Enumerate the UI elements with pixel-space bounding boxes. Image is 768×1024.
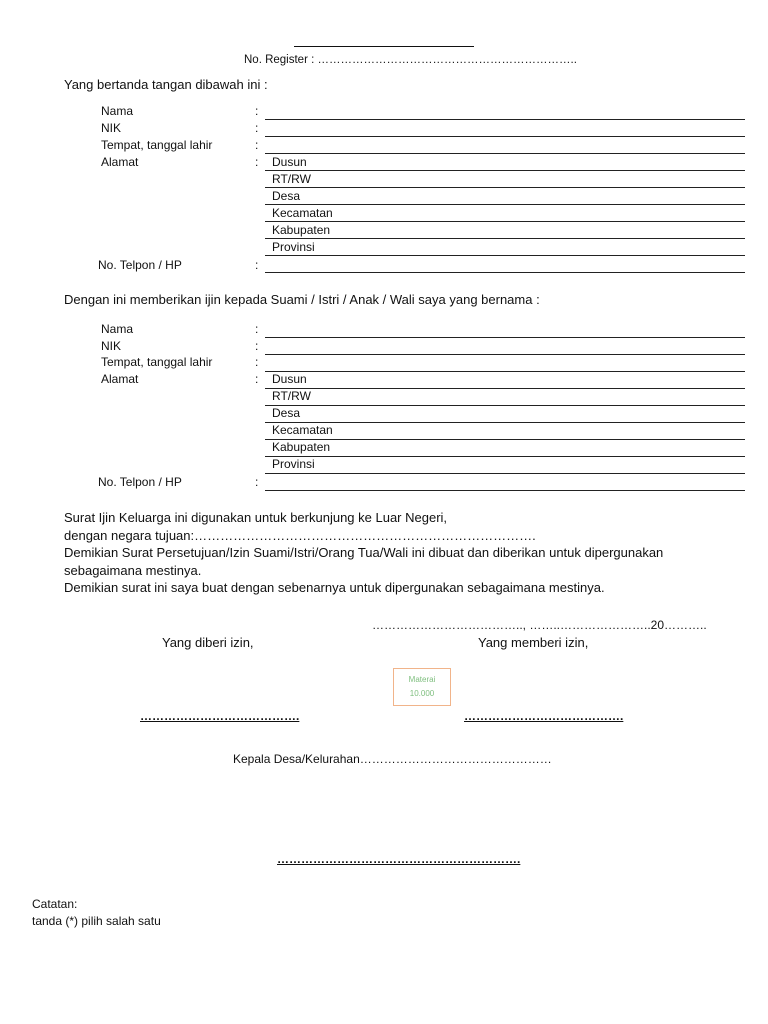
s1-label-nama: Nama: [101, 104, 134, 118]
s1-colon: :: [255, 121, 259, 135]
s2-field-dusun[interactable]: [265, 388, 745, 389]
s1-label-nik: NIK: [101, 121, 122, 135]
s1-field-dusun[interactable]: [265, 170, 745, 171]
s2-field-kecamatan[interactable]: [265, 439, 745, 440]
date-line: ……………………………….., ……..…………………..20………..: [372, 618, 707, 632]
header-rule: [294, 46, 474, 47]
body-line-5: Demikian surat ini saya buat dengan sebenarnya untuk dipergunakan sebagaimana mestinya.: [64, 580, 605, 595]
s1-field-provinsi[interactable]: [265, 255, 745, 256]
section1-intro: Yang bertanda tangan dibawah ini :: [64, 77, 268, 92]
s1-addr-kecamatan: Kecamatan: [272, 206, 333, 220]
s1-field-desa[interactable]: [265, 204, 745, 205]
s2-field-rtrw[interactable]: [265, 405, 745, 406]
s2-field-nama[interactable]: [265, 337, 745, 338]
s2-field-desa[interactable]: [265, 422, 745, 423]
giver-signature-line: ………………………………….: [464, 709, 624, 723]
s2-colon: :: [255, 475, 259, 489]
s2-colon: :: [255, 322, 259, 336]
s1-field-kecamatan[interactable]: [265, 221, 745, 222]
s1-addr-rtrw: RT/RW: [272, 172, 311, 186]
s2-field-ttl[interactable]: [265, 371, 745, 372]
s1-colon: :: [255, 104, 259, 118]
receiver-label: Yang diberi izin,: [162, 635, 254, 650]
s2-addr-kecamatan: Kecamatan: [272, 423, 333, 437]
s1-field-nik[interactable]: [265, 136, 745, 137]
village-head-label: Kepala Desa/Kelurahan…………………………………………: [233, 752, 552, 766]
s2-colon: :: [255, 339, 259, 353]
s1-label-telp: No. Telpon / HP: [98, 258, 182, 272]
s2-label-telp: No. Telpon / HP: [98, 475, 182, 489]
receiver-signature-line: ………………………………….: [140, 709, 300, 723]
s2-field-provinsi[interactable]: [265, 473, 745, 474]
s2-field-telp[interactable]: [265, 490, 745, 491]
s1-field-ttl[interactable]: [265, 153, 745, 154]
s1-colon: :: [255, 258, 259, 272]
s1-colon: :: [255, 138, 259, 152]
s2-colon: :: [255, 372, 259, 386]
s2-addr-kabupaten: Kabupaten: [272, 440, 331, 454]
s2-field-kabupaten[interactable]: [265, 456, 745, 457]
s2-field-nik[interactable]: [265, 354, 745, 355]
giver-label: Yang memberi izin,: [478, 635, 589, 650]
s1-label-ttl: Tempat, tanggal lahir: [101, 138, 213, 152]
s1-addr-dusun: Dusun: [272, 155, 307, 169]
s2-label-alamat: Alamat: [101, 372, 139, 386]
s1-addr-provinsi: Provinsi: [272, 240, 315, 254]
body-line-3: Demikian Surat Persetujuan/Izin Suami/Istri/Orang Tua/Wali ini dibuat dan diberikan untuk dipergunakan: [64, 545, 664, 560]
register-number: No. Register : …………………………………………………………..: [244, 54, 577, 66]
stamp-box: [393, 668, 451, 706]
stamp-text-1: Materai: [408, 675, 436, 684]
body-line-4: sebagaimana mestinya.: [64, 563, 202, 578]
section2-intro: Dengan ini memberikan ijin kepada Suami / Istri / Anak / Wali saya yang bernama :: [64, 292, 540, 307]
s1-addr-desa: Desa: [272, 189, 301, 203]
s1-colon: :: [255, 155, 259, 169]
s2-colon: :: [255, 355, 259, 369]
s1-field-rtrw[interactable]: [265, 187, 745, 188]
note-text: tanda (*) pilih salah satu: [32, 914, 161, 928]
s2-addr-desa: Desa: [272, 406, 301, 420]
body-line-2: dengan negara tujuan:…………………………………………………………………….: [64, 528, 536, 543]
s2-addr-dusun: Dusun: [272, 372, 307, 386]
note-title: Catatan:: [32, 897, 78, 911]
s2-label-nik: NIK: [101, 339, 122, 353]
s2-label-ttl: Tempat, tanggal lahir: [101, 355, 213, 369]
stamp-text-2: 10.000: [409, 689, 435, 698]
s1-label-alamat: Alamat: [101, 155, 139, 169]
s1-addr-kabupaten: Kabupaten: [272, 223, 331, 237]
s1-field-telp[interactable]: [265, 272, 745, 273]
village-head-signature-line: …………………………………………………….: [277, 852, 521, 866]
s2-label-nama: Nama: [101, 322, 134, 336]
body-line-1: Surat Ijin Keluarga ini digunakan untuk berkunjung ke Luar Negeri,: [64, 510, 448, 525]
s2-addr-rtrw: RT/RW: [272, 389, 311, 403]
s2-addr-provinsi: Provinsi: [272, 457, 315, 471]
s1-field-nama[interactable]: [265, 119, 745, 120]
s1-field-kabupaten[interactable]: [265, 238, 745, 239]
